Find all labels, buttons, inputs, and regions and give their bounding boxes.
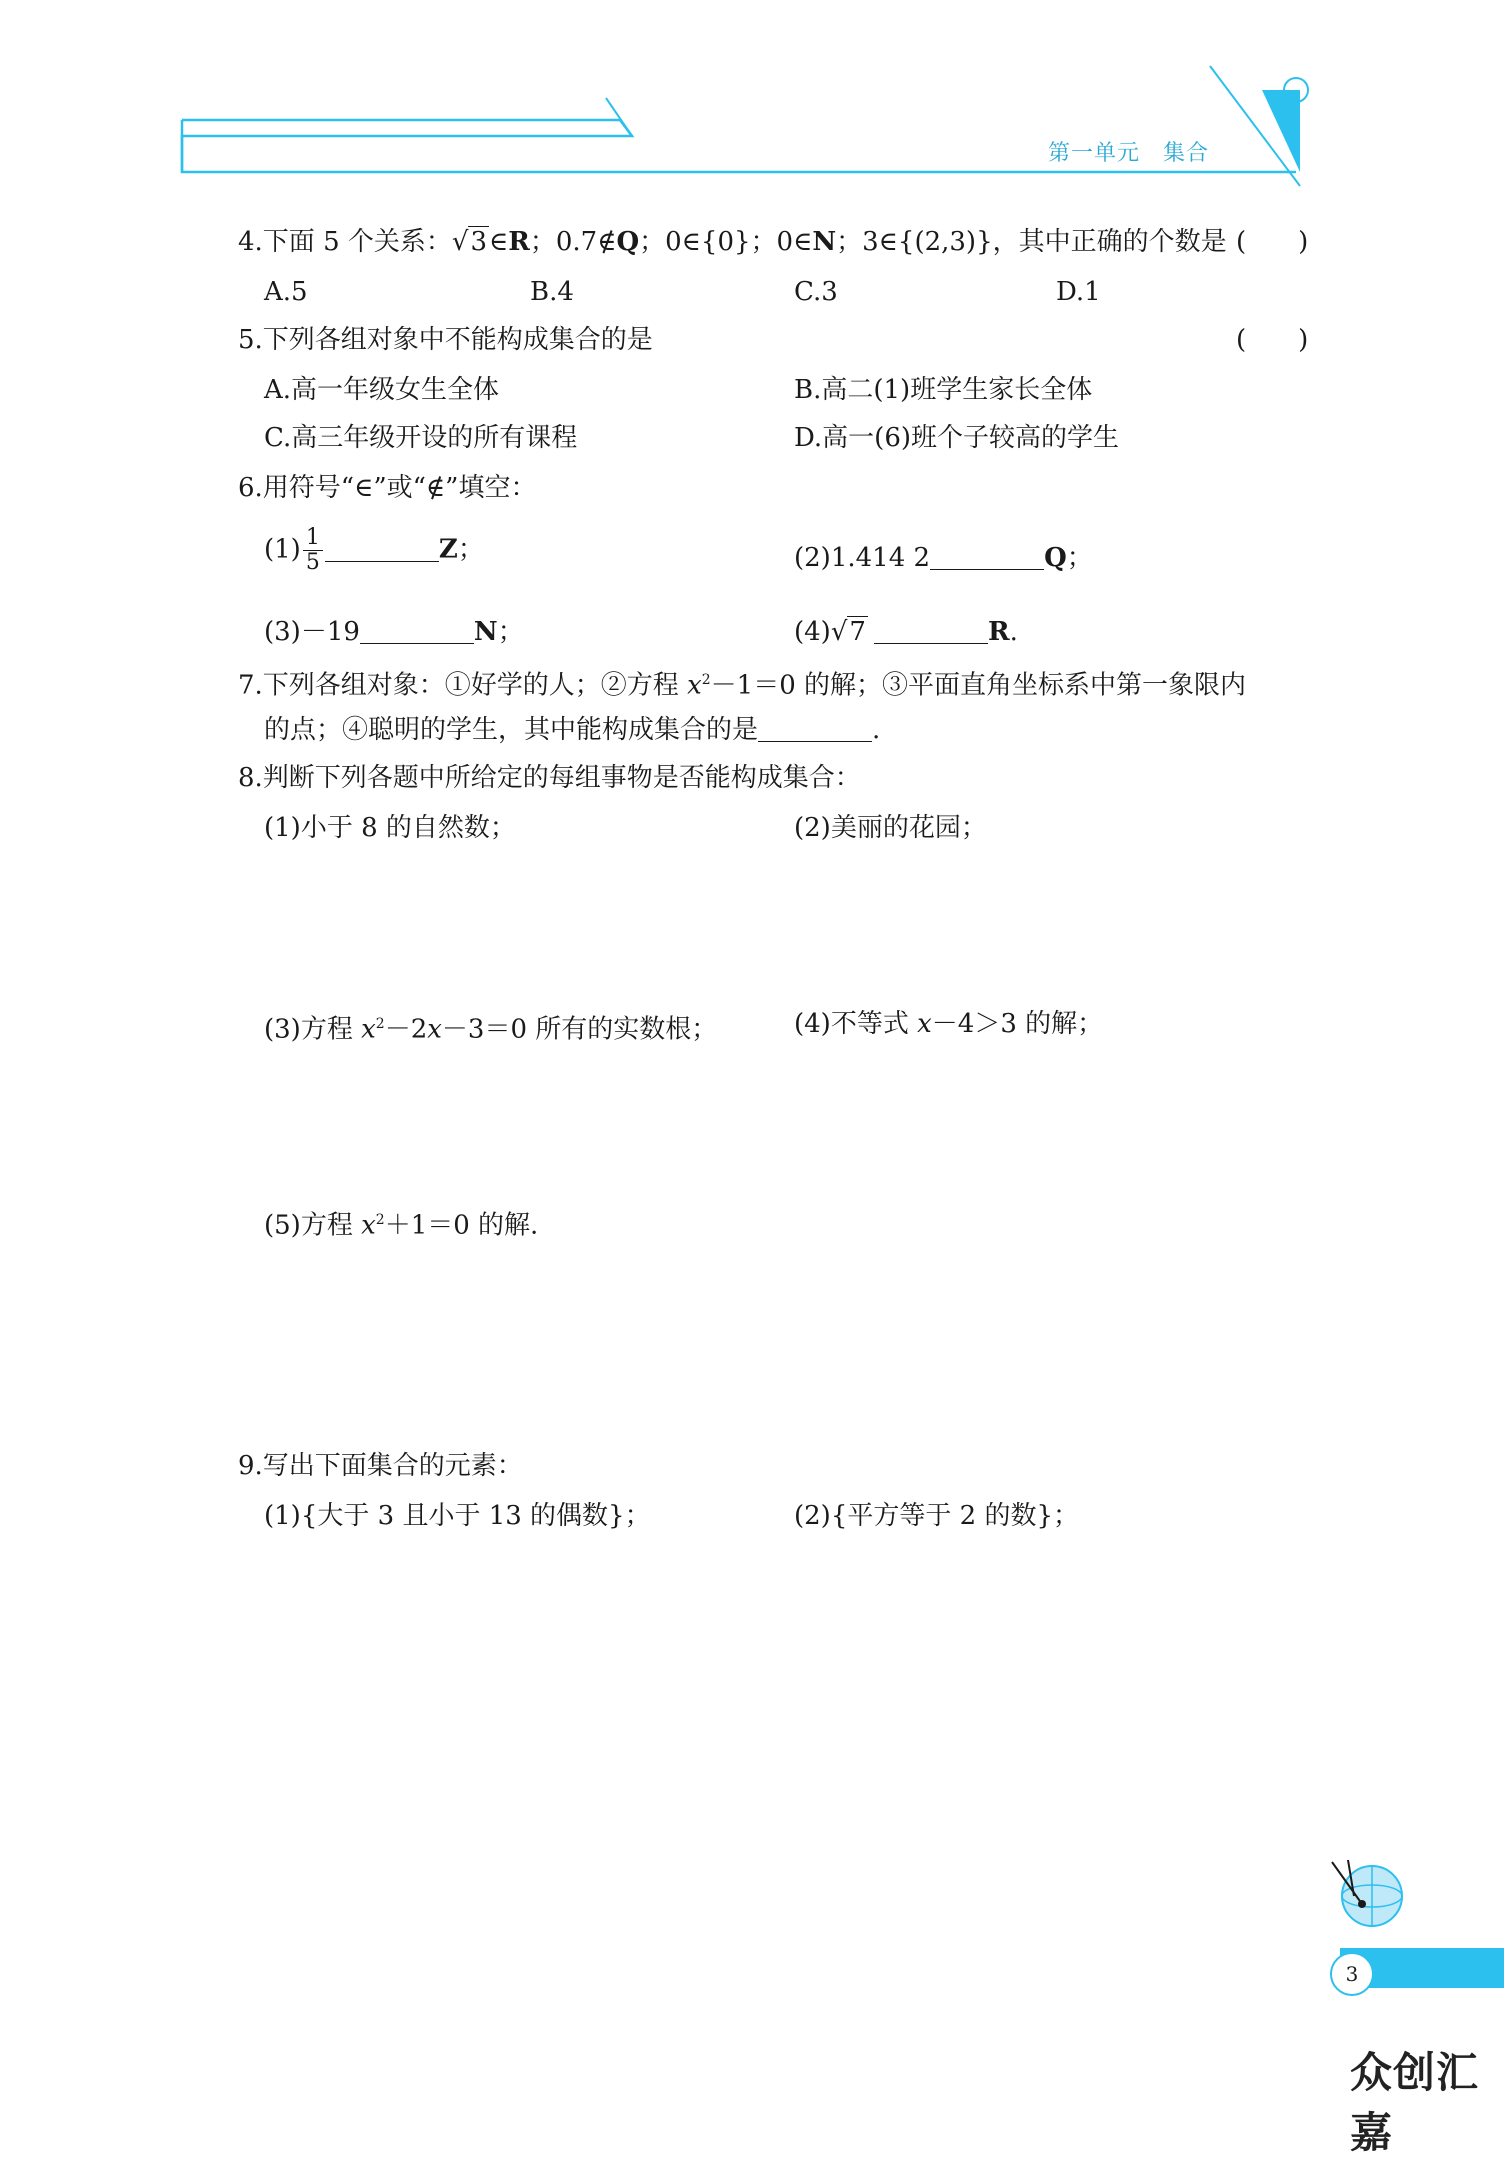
q4-option-a: A.5 — [264, 277, 308, 307]
q6-blank-4[interactable] — [874, 617, 988, 644]
q5-answer-paren: ( ) — [1236, 325, 1309, 355]
q5-option-b: B.高二(1)班学生家长全体 — [794, 375, 1093, 405]
q5-option-c: C.高三年级开设的所有课程 — [264, 423, 578, 453]
q8-part-1: (1)小于 8 的自然数； — [264, 813, 516, 843]
q8-part-4: (4)不等式 x－4＞3 的解； — [794, 1009, 1104, 1039]
q6-blank-1[interactable] — [325, 535, 439, 562]
q4-option-d: D.1 — [1056, 277, 1101, 307]
q6-part-1: (1) $\frac{1}{5}$ Z； — [264, 525, 484, 575]
q6-part-3: (3)－19 N； — [264, 617, 524, 647]
globe-icon — [1318, 1856, 1408, 1936]
q4-answer-paren: ( ) — [1236, 227, 1309, 257]
q6-part-4: (4)√7 R. — [794, 614, 1018, 650]
watermark: 众创汇嘉 — [1350, 2048, 1480, 2157]
q7-line-1: 7.下列各组对象：①好学的人；②方程 $x^2-1=0$ 的解；③平面直角坐标系中第一象限内 — [238, 670, 1247, 701]
q8-part-2: (2)美丽的花园； — [794, 813, 987, 843]
sqrt-7: √7 — [830, 617, 866, 647]
q9-stem: 9.写出下面集合的元素： — [238, 1451, 523, 1481]
unit-title: 第一单元 集合 — [1048, 141, 1210, 166]
header-decoration — [0, 0, 1504, 200]
q8-stem: 8.判断下列各题中所给定的每组事物是否能构成集合： — [238, 763, 861, 793]
q8-part-5: (5)方程 $x^2+1=0$ 的解. — [264, 1210, 539, 1241]
q6-blank-3[interactable] — [360, 617, 474, 644]
q5-option-d: D.高一(6)班个子较高的学生 — [794, 423, 1120, 453]
q6-part-2: (2)1.414 2 Q； — [794, 543, 1093, 573]
q9-part-2: (2){平方等于 2 的数}； — [794, 1501, 1079, 1531]
q5-stem: 5.下列各组对象中不能构成集合的是 — [238, 325, 653, 355]
q4-stem: 4.下面 5 个关系：√3∈R；0.7∉Q；0∈{0}；0∈N；3∈{(2,3)}，其中正确的个数是 — [238, 224, 1227, 260]
q4-option-c: C.3 — [794, 277, 838, 307]
page-number: 3 — [1330, 1952, 1374, 1996]
q5-option-a: A.高一年级女生全体 — [264, 375, 500, 405]
q4-option-b: B.4 — [530, 277, 574, 307]
q7-blank[interactable] — [758, 715, 872, 742]
q7-line-2: 的点；④聪明的学生，其中能构成集合的是 . — [264, 715, 881, 745]
sqrt-3: √3 — [451, 227, 488, 257]
fraction-1-5: $\frac{1}{5}$ — [303, 526, 323, 575]
q8-part-3: (3)方程 $x^2-2x-3=0$ 所有的实数根； — [264, 1014, 718, 1045]
q6-stem: 6.用符号“∈”或“∉”填空： — [238, 473, 537, 503]
q9-part-1: (1){大于 3 且小于 13 的偶数}； — [264, 1501, 651, 1531]
q6-blank-2[interactable] — [930, 543, 1044, 570]
